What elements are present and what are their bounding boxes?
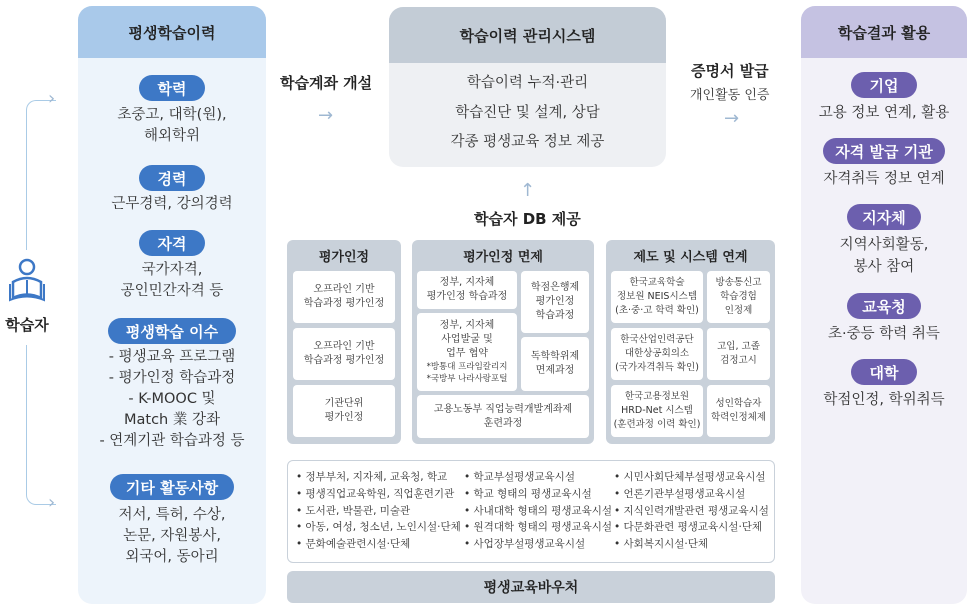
local-gov-line-1: 지역사회활동, <box>839 237 929 253</box>
bracket-bottom <box>26 345 56 505</box>
panel-system-title: 제도 및 시스템 연계 <box>633 250 748 265</box>
education-line-2: 해외학위 <box>143 128 201 144</box>
eval-cell-1: 오프라인 기반 학습과정 평가인정 <box>293 271 395 323</box>
pill-lifelong-learning: 평생학습 이수 <box>108 318 236 344</box>
exempt-cell-4: 독학학위제 면제과정 <box>521 337 589 391</box>
eval-cell-2: 오프라인 기반 학습과정 평가인정 <box>293 328 395 380</box>
pill-education: 학력 <box>139 75 205 101</box>
ll-line-5: - 연계기관 학습과정 등 <box>99 433 245 449</box>
list-item: • 다문화관련 평생교육시설·단체 <box>614 521 763 534</box>
system-cell-3: 한국산업인력공단 대한상공회의소 (국가자격취득 확인) <box>611 328 703 380</box>
system-cell-5: 한국고용정보원 HRD-Net 시스템 (훈련과정 이력 확인) <box>611 385 703 437</box>
system-cell-6: 성인학습자 학력인정체제 <box>707 385 770 437</box>
career-text: 근무경력, 강의경력 <box>111 196 233 212</box>
local-gov-text <box>801 234 967 278</box>
bracket-top <box>26 100 56 250</box>
qualification-line-2: 공인민간자격 등 <box>120 283 224 299</box>
management-system-title: 학습이력 관리시스템 <box>389 7 666 63</box>
system-item-1: 학습이력 누적·관리 <box>466 75 589 91</box>
oa-line-3: 외국어, 동아리 <box>125 549 219 565</box>
db-label: 학습자 DB 제공 <box>474 210 581 228</box>
institution-list <box>287 460 775 563</box>
learner <box>4 258 50 335</box>
list-item: • 사업장부설평생교육시설 <box>464 538 586 551</box>
list-item: • 평생직업교육학원, 직업훈련기관 <box>296 487 455 500</box>
learner-label: 학습자 <box>5 316 49 334</box>
panel-exempt-title: 평가인정 면제 <box>463 250 543 265</box>
list-item: • 원격대학 형태의 평생교육시설 <box>464 521 613 534</box>
arrow-right-icon: › <box>48 492 56 513</box>
local-gov-line-2: 봉사 참여 <box>853 259 915 275</box>
list-item: • 시민사회단체부설평생교육시설 <box>614 471 766 483</box>
cert-sub-label: 개인활동 인증 <box>690 88 770 103</box>
system-cell-1: 한국교육학술 정보원 NEIS시스템 (초·중·고 학력 확인) <box>611 271 703 323</box>
ll-line-4: Match 業 강좌 <box>124 412 220 428</box>
education-office-text: 초·중등 학력 취득 <box>828 326 940 342</box>
account-label: 학습계좌 개설 <box>280 74 373 92</box>
list-item: • 사내대학 형태의 평생교육시설 <box>464 504 613 517</box>
lifelong-learning-text <box>78 347 266 452</box>
institution-col-3 <box>614 469 769 553</box>
system-cell-2: 방송통신고 학습경험 인정제 <box>707 271 770 323</box>
panel-exempt <box>412 240 594 444</box>
panel-eval-title: 평가인정 <box>318 250 370 265</box>
left-column-title: 평생학습이력 <box>78 6 266 58</box>
exempt-cell-5: 고용노동부 직업능력개발계좌제 훈련과정 <box>417 395 589 438</box>
exempt-cell-1: 정부, 지자체 평가인정 학습과정 <box>417 271 517 309</box>
exempt-note-1: *방통대 프라임칼리지 <box>426 362 508 372</box>
exempt-note-2: *국방부 나라사랑포털 <box>426 374 508 384</box>
arrow-up-icon: ↑ <box>520 180 536 201</box>
panel-eval <box>287 240 401 444</box>
panel-system <box>606 240 775 444</box>
pill-other-activities: 기타 활동사항 <box>110 474 234 500</box>
system-cell-4: 고입, 고졸 검정고시 <box>707 328 770 380</box>
qualification-line-1: 국가자격, <box>141 262 203 278</box>
institution-col-2 <box>464 469 612 553</box>
pill-qualification: 자격 <box>139 230 205 256</box>
list-item: • 정부부처, 지자체, 교육청, 학교 <box>296 471 448 483</box>
list-item: • 도서관, 박물관, 미술관 <box>296 504 411 517</box>
pill-career: 경력 <box>139 165 205 191</box>
exempt-cell-3: 학점은행제 평가인정 학습과정 <box>521 271 589 333</box>
cert-label: 증명서 발급 <box>691 62 769 80</box>
eval-cell-3: 기관단위 평가인정 <box>293 385 395 437</box>
list-item: • 학교부설평생교육시설 <box>464 471 575 483</box>
arrow-right-icon: → <box>318 105 334 126</box>
pill-company: 기업 <box>851 72 917 98</box>
oa-line-2: 논문, 자원봉사, <box>123 528 221 544</box>
list-item: • 지식인력개발관련 평생교육시설 <box>614 504 769 517</box>
list-item: • 사회복지시설·단체 <box>614 538 709 551</box>
exempt-cell-2-main: 정부, 지자체 사업발굴 및 업무 협약 <box>439 320 495 359</box>
university-text: 학점인정, 학위취득 <box>823 392 945 408</box>
system-item-2: 학습진단 및 설계, 상담 <box>455 105 600 121</box>
voucher-bar: 평생교육바우처 <box>287 571 775 603</box>
system-item-3: 각종 평생교육 정보 제공 <box>450 134 605 150</box>
pill-university: 대학 <box>851 359 917 385</box>
list-item: • 언론기관부설평생교육시설 <box>614 487 746 500</box>
ll-line-1: - 평생교육 프로그램 <box>108 349 236 365</box>
oa-line-1: 저서, 특허, 수상, <box>118 507 226 523</box>
education-text <box>78 105 266 147</box>
exempt-cell-2 <box>417 313 517 391</box>
list-item: • 아동, 여성, 청소년, 노인시설·단체 <box>296 521 461 534</box>
pill-cert-agency: 자격 발급 기관 <box>823 138 945 164</box>
institution-col-1 <box>296 469 461 553</box>
arrow-right-icon: › <box>48 88 56 109</box>
list-item: • 학교 형태의 평생교육시설 <box>464 487 592 500</box>
right-column-title: 학습결과 활용 <box>801 6 967 58</box>
arrow-right-icon: → <box>724 108 740 129</box>
company-text: 고용 정보 연계, 활용 <box>818 105 950 121</box>
ll-line-3: - K-MOOC 및 <box>128 391 216 407</box>
ll-line-2: - 평가인정 학습과정 <box>108 370 236 386</box>
education-line-1: 초중고, 대학(원), <box>117 107 227 123</box>
qualification-text <box>78 260 266 302</box>
cert-agency-text: 자격취득 정보 연계 <box>823 171 945 187</box>
list-item: • 문화예술관련시설·단체 <box>296 538 411 551</box>
pill-local-gov: 지자체 <box>847 204 921 230</box>
pill-education-office: 교육청 <box>847 293 921 319</box>
reading-person-icon <box>7 258 47 304</box>
other-activities-text <box>78 505 266 568</box>
